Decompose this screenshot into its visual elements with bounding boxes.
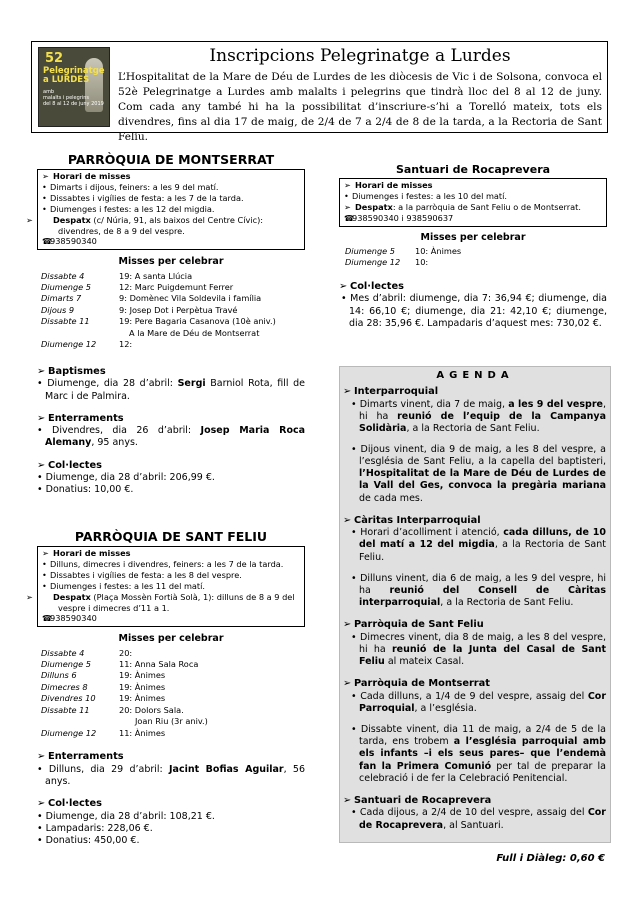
mass-text: 11: Anna Sala Roca: [119, 658, 199, 669]
arrow-icon: ➢: [344, 201, 351, 212]
mass-text: 19: A santa Llúcia: [119, 270, 193, 281]
poster-small3: del 8 al 12 de juny 2019: [43, 100, 104, 107]
text: , a la Rectoria de Sant Feliu.: [440, 597, 574, 609]
agenda-heading: [343, 795, 606, 808]
text: , 95 anys.: [91, 437, 138, 449]
schedule-line: Diumenges i festes: a les 10 del matí.: [352, 190, 508, 201]
text: , a l’església.: [414, 702, 477, 714]
list-item: • Lampadaris: 228,06 €.: [37, 822, 153, 834]
mass-day: Dimarts 7: [41, 293, 82, 304]
text: Cor de Rocaprevera: [359, 807, 606, 831]
arrow-icon: ➢: [343, 386, 352, 397]
list-item: • Donatius: 10,00 €.: [37, 484, 134, 496]
bullet-icon: •: [42, 181, 47, 192]
misses-title: Misses per celebrar: [118, 256, 224, 268]
heading-text: Interparroquial: [354, 386, 439, 397]
despatx-label: Despatx: [355, 201, 393, 212]
misses-title: Misses per celebrar: [118, 633, 224, 645]
agenda-heading: [343, 386, 606, 399]
text: Cada dijous, a 2/4 de 10 del vespre, assaig del: [359, 807, 588, 819]
text: Donatius: 450,00 €.: [45, 835, 140, 847]
rocaprevera-section: [339, 163, 607, 330]
schedule-line: Dissabtes i vigílies de festa: a les 8 del vespre.: [50, 569, 242, 580]
mass-day: Dilluns 6: [41, 670, 77, 681]
heading-text: Parròquia de Montserrat: [354, 678, 490, 690]
heading-text: Càritas Interparroquial: [354, 514, 481, 526]
name: Josep Maria Roca Alemany: [45, 425, 306, 449]
mass-text: 20: Dolors Sala.: [119, 704, 184, 715]
text: Cada dilluns, a 1/4 de 9 del vespre, assaig del: [360, 690, 588, 702]
bullet-icon: •: [42, 580, 47, 591]
mass-text: 9: Domènec Vila Soldevila i família: [119, 293, 262, 304]
mass-day: Diumenge 5: [41, 658, 92, 669]
text: Dilluns, dia 29 d’abril:: [48, 763, 169, 775]
mass-text: 12: Marc Puigdemunt Ferrer: [119, 281, 234, 292]
poster-line2: a LURDES: [43, 74, 90, 85]
text: , 56 anys.: [45, 763, 305, 788]
list-item: • Donatius: 450,00 €.: [37, 835, 140, 847]
list-item: [41, 339, 305, 350]
heading-text: Parròquia de Sant Feliu: [354, 619, 484, 631]
enterraments-heading: [37, 413, 305, 426]
text: Donatius: 10,00 €.: [45, 484, 134, 496]
mass-text: 19: Ànimes: [119, 681, 166, 692]
text: Dilluns vinent, dia 6 de maig, a les 9 del vespre, hi ha: [359, 572, 606, 596]
mass-text: 19: Ànimes: [119, 670, 166, 681]
mass-text: 12:: [119, 339, 133, 350]
poster-small2: malalts i pelegrins: [43, 94, 90, 101]
mass-day: Dimecres 8: [41, 681, 88, 692]
bullet-icon: •: [42, 558, 47, 569]
agenda-item: • Dissabte vinent, dia 11 de maig, a 2/4 de 5 de la tarda, ens trobem a l’església parroquial amb els infants –i els seus pares– que l’endemà fan la Primera Comunió per tal de preparar la celebració i de fer la Celebració Penitencial.: [351, 724, 606, 784]
agenda-content: [343, 382, 606, 832]
montserrat-schedule-box: [26, 169, 305, 250]
montserrat-section: [26, 152, 306, 496]
text: de cada mes.: [359, 492, 423, 504]
arrow-icon: ➢: [37, 798, 46, 810]
agenda-title: AGENDA: [436, 370, 514, 381]
collectes-item: • Mes d’abril: diumenge, dia 7: 36,94 €; diumenge, dia 14: 66,10 €; diumenge, dia 21: 42,10 €; diumenge, dia 28: 35,96 €. Lampadaris d’aquest mes: 730,02 €.: [341, 293, 608, 329]
arrow-icon: ➢: [343, 794, 352, 806]
announcement-banner: [31, 41, 608, 144]
mass-day: Diumenge 12: [41, 727, 97, 738]
agenda-item: • Dimecres vinent, dia 8 de maig, a les 8 del vespre, hi ha reunió de la Junta del Casal de Sant Feliu al mateix Casal.: [351, 631, 607, 668]
arrow-icon: ➢: [42, 171, 49, 181]
arrow-icon: ➢: [343, 619, 352, 631]
mass-day: Dissabte 4: [41, 647, 85, 658]
poster-line1: Pelegrinatge: [43, 66, 105, 76]
list-item: • Diumenge, dia 28 d’abril: 108,21 €.: [37, 810, 215, 822]
mass-day: Dissabte 11: [41, 316, 90, 327]
arrow-icon: ➢: [26, 591, 33, 602]
list-item: [41, 682, 305, 693]
mass-text: 19: Ànimes: [119, 693, 166, 704]
despatx-text: (Plaça Mossèn Fortià Solà, 1): dilluns de 8 a 9 del vespre i dimecres d’11 a 1.: [58, 591, 295, 613]
enterraments-title: Enterraments: [48, 412, 124, 424]
schedule-line: Diumenges i festes: a les 12 del migdia.: [50, 203, 215, 214]
rocaprevera-title: Santuari de Rocaprevera: [395, 163, 551, 176]
arrow-icon: ➢: [37, 459, 46, 471]
text: Diumenge, dia 28 d’abril: 108,21 €.: [45, 810, 215, 822]
text: l’Hospitalitat de la Mare de Déu de Lurdes de la Vall del Ges, convoca la pregària mariana: [359, 468, 606, 492]
mass-text: 9: Josep Dot i Perpètua Travé: [119, 304, 238, 315]
mass-text: 11: Ànimes: [119, 727, 166, 738]
text: , hi ha: [359, 398, 606, 422]
agenda-item: • Dilluns vinent, dia 6 de maig, a les 9 del vespre, hi ha reunió del Consell de Càritas interparroquial, a la Rectoria de Sant Feliu.: [351, 572, 606, 609]
mass-day: Diumenge 5: [345, 245, 396, 256]
mass-day: Dissabte 11: [41, 704, 90, 715]
agenda-heading: [343, 515, 606, 528]
text: Barniol Rota, fill de Marc i de Palmira.: [45, 378, 306, 402]
poster-title: [43, 67, 105, 85]
phone-icon: ☎: [344, 212, 355, 223]
collectes-heading: [37, 460, 305, 473]
baptismes-item: • Diumenge, dia 28 d’abril: Sergi Barniol Rota, fill de Marc i de Palmira.: [37, 378, 306, 402]
schedule-line: Dilluns, dimecres i divendres, feiners: a les 7 de la tarda.: [50, 558, 284, 569]
arrow-icon: ➢: [37, 751, 46, 763]
schedule-heading: Horari de misses: [53, 548, 131, 558]
poster-number: 52: [45, 51, 64, 66]
baptismes-title: Baptismes: [48, 365, 106, 377]
pilgrimage-poster-image: [38, 47, 110, 127]
misses-list: [37, 648, 305, 740]
mass-day: Diumenge 5: [41, 281, 92, 292]
text: , a la Rectoria de Sant Feliu.: [406, 422, 540, 434]
schedule-line: Dimarts i dijous, feiners: a les 9 del matí.: [50, 181, 219, 192]
text: a l’església parroquial amb els infants –i els seus pares– que l’endemà fan la Primera Comunió: [359, 736, 606, 772]
list-item: [41, 648, 305, 659]
enterraments-title: Enterraments: [48, 751, 124, 763]
bullet-icon: •: [42, 203, 47, 214]
list-item: [41, 305, 305, 316]
arrow-icon: ➢: [343, 678, 352, 690]
misses-list: [339, 246, 607, 269]
text: reunió de la Junta del Casal de Sant Feliu: [359, 643, 606, 668]
text: Dimecres vinent, dia 8 de maig, a les 8 del vespre, hi ha: [359, 631, 607, 655]
bullet-icon: •: [42, 192, 47, 203]
phone-number: 938590340 i 938590637: [352, 212, 454, 223]
agenda-item: • Horari d’acolliment i atenció, cada dilluns, de 10 del matí a 12 del migdia, a la Rectoria de Sant Feliu.: [351, 527, 607, 563]
collectes-title: Col·lectes: [350, 280, 404, 292]
bullet-icon: •: [42, 569, 47, 580]
arrow-icon: ➢: [37, 365, 46, 377]
banner-text: L’Hospitalitat de la Mare de Déu de Lurdes de les diòcesis de Vic i de Solsona, convoca el 52è Pelegrinatge a Lurdes amb malalts i pelegrins que tindrà lloc del 8 al 12 de juny. Com cada any també hi ha la possibilitat d’inscriure-s’hi a Torelló mateix, tots els divendres, fins al dia 17 de maig, de 2/4 de 7 a 2/4 de 8 de la tarda, a la Rectoria de Sant Feliu.: [118, 71, 602, 144]
name: Jacint Bofias Aguilar: [169, 763, 284, 775]
list-item: [345, 257, 607, 268]
poster-subtitle: [43, 90, 104, 107]
mass-day: Dissabte 4: [41, 270, 85, 281]
schedule-heading: Horari de misses: [355, 180, 433, 191]
list-item: [41, 271, 305, 282]
mass-text: 10: Ànimes: [415, 245, 462, 256]
list-item: • Diumenge, dia 28 d’abril: 206,99 €.: [37, 472, 215, 484]
phone-icon: ☎: [42, 236, 53, 247]
misses-list: [37, 271, 305, 351]
text: reunió de l’equip de la Campanya Solidària: [359, 410, 606, 434]
arrow-icon: ➢: [37, 412, 46, 424]
enterraments-item: • Divendres, dia 26 d’abril: Josep Maria Roca Alemany, 95 anys.: [37, 425, 306, 449]
list-item: [41, 282, 305, 293]
feliu-section: [26, 529, 305, 847]
schedule-line: Diumenges i festes: a les 11 del matí.: [50, 580, 206, 591]
collectes-heading: [37, 798, 305, 811]
list-item: [41, 670, 305, 681]
arrow-icon: ➢: [42, 548, 49, 558]
text: a les 9 del vespre: [508, 398, 603, 410]
name: Sergi: [177, 378, 206, 390]
enterraments-heading: [37, 751, 305, 764]
text: per tal de preparar la celebració i de fer la Celebració Penitencial.: [359, 760, 606, 784]
despatx-label: Despatx: [53, 591, 91, 602]
text: , al Santuari.: [443, 819, 504, 831]
schedule-heading: Horari de misses: [53, 171, 131, 181]
despatx-label: Despatx: [53, 214, 91, 225]
text: cada dilluns, de 10 del matí a 12 del migdia: [359, 527, 607, 551]
misses-title: Misses per celebrar: [420, 231, 526, 243]
collectes-title: Col·lectes: [48, 798, 102, 810]
text: Cor Parroquial: [359, 690, 607, 714]
mass-text: 20:: [119, 647, 133, 658]
mass-day: Divendres 10: [41, 693, 96, 704]
phone-number: 938590340: [50, 236, 97, 247]
schedule-line: Dissabtes i vigílies de festa: a les 7 de la tarda.: [50, 192, 244, 203]
phone-number: 938590340: [50, 613, 97, 624]
text: Mes d’abril: diumenge, dia 7: 36,94 €; diumenge, dia 14: 66,10 €; diumenge, dia 21: 42,10 €; diumenge, dia 28: 35,96 €. Lampadaris d’aquest mes: 730,02 €.: [349, 293, 608, 329]
arrow-icon: ➢: [343, 514, 352, 526]
price-footer: Full i Diàleg: 0,60 €: [496, 853, 605, 864]
arrow-icon: ➢: [344, 180, 351, 191]
mass-text: 19: Pere Bagaria Casanova (10è aniv.): [119, 316, 276, 327]
list-item: [41, 293, 305, 304]
poster-small1: amb: [43, 89, 55, 95]
collectes-heading: [339, 281, 607, 294]
bullet-icon: •: [344, 190, 349, 201]
list-item: [41, 659, 305, 670]
feliu-schedule-box: [26, 546, 305, 627]
text: Diumenge, dia 28 d’abril:: [47, 378, 178, 390]
feliu-title: PARRÒQUIA DE SANT FELIU: [74, 529, 268, 544]
text: Diumenge, dia 28 d’abril: 206,99 €.: [45, 472, 215, 484]
agenda-item: • Cada dilluns, a 1/4 de 9 del vespre, assaig del Cor Parroquial, a l’església.: [351, 690, 607, 714]
text: Horari d’acolliment i atenció,: [360, 527, 504, 539]
text: Dissabte vinent, dia 11 de maig, a 2/4 de 5 de la tarda, ens trobem: [359, 724, 606, 748]
text: , a la Rectoria de Sant Feliu.: [359, 539, 606, 563]
list-item: [345, 246, 607, 257]
mass-day: Diumenge 12: [345, 257, 401, 268]
text: Dimarts vinent, dia 7 de maig,: [359, 398, 509, 410]
mass-day: Diumenge 12: [41, 339, 97, 350]
mass-text2: A la Mare de Déu de Montserrat: [129, 327, 260, 338]
heading-text: Santuari de Rocaprevera: [354, 794, 492, 806]
mass-text2: Joan Riu (3r aniv.): [135, 716, 208, 727]
text: Dijous vinent, dia 9 de maig, a les 8 del vespre, a l’església de Sant Feliu, a la capella del baptisteri,: [359, 444, 606, 468]
agenda-item: • Dijous vinent, dia 9 de maig, a les 8 del vespre, a l’església de Sant Feliu, a la capella del baptisteri, l’Hospitalitat de la Mare de Déu de Lurdes de la Vall del Ges, convoca la pregària mariana de cada mes.: [351, 444, 606, 504]
list-item: [41, 316, 305, 339]
list-item: [41, 705, 305, 728]
agenda-item: • Cada dijous, a 2/4 de 10 del vespre, assaig del Cor de Rocaprevera, al Santuari.: [351, 807, 606, 831]
collectes-title: Col·lectes: [48, 459, 102, 471]
banner-title: Inscripcions Pelegrinatge a Lurdes: [209, 46, 511, 66]
mass-day: Dijous 9: [41, 304, 75, 315]
text: reunió del Consell de Càritas interparroquial: [359, 584, 606, 609]
rocaprevera-schedule-box: [339, 178, 607, 227]
enterraments-item: • Dilluns, dia 29 d’abril: Jacint Bofias Aguilar, 56 anys.: [37, 763, 305, 788]
mass-text: 10:: [415, 257, 429, 268]
text: al mateix Casal.: [384, 656, 465, 668]
agenda-item: • Dimarts vinent, dia 7 de maig, a les 9 del vespre, hi ha reunió de l’equip de la Campanya Solidària, a la Rectoria de Sant Feliu.: [351, 398, 606, 434]
agenda-heading: [343, 678, 606, 691]
phone-icon: ☎: [42, 613, 53, 624]
text: Divendres, dia 26 d’abril:: [52, 425, 201, 437]
montserrat-title: PARRÒQUIA DE MONTSERRAT: [67, 152, 275, 167]
despatx-text: : a la parròquia de Sant Feliu o de Montserrat.: [392, 201, 581, 212]
agenda-heading: [343, 619, 606, 632]
arrow-icon: ➢: [339, 280, 348, 292]
baptismes-heading: [37, 366, 305, 379]
text: Lampadaris: 228,06 €.: [45, 822, 153, 834]
despatx-text: (c/ Núria, 91, als baixos del Centre Cívic): divendres, de 8 a 9 del vespre.: [58, 214, 264, 236]
arrow-icon: ➢: [26, 214, 33, 225]
list-item: [41, 693, 305, 704]
list-item: [41, 728, 305, 739]
